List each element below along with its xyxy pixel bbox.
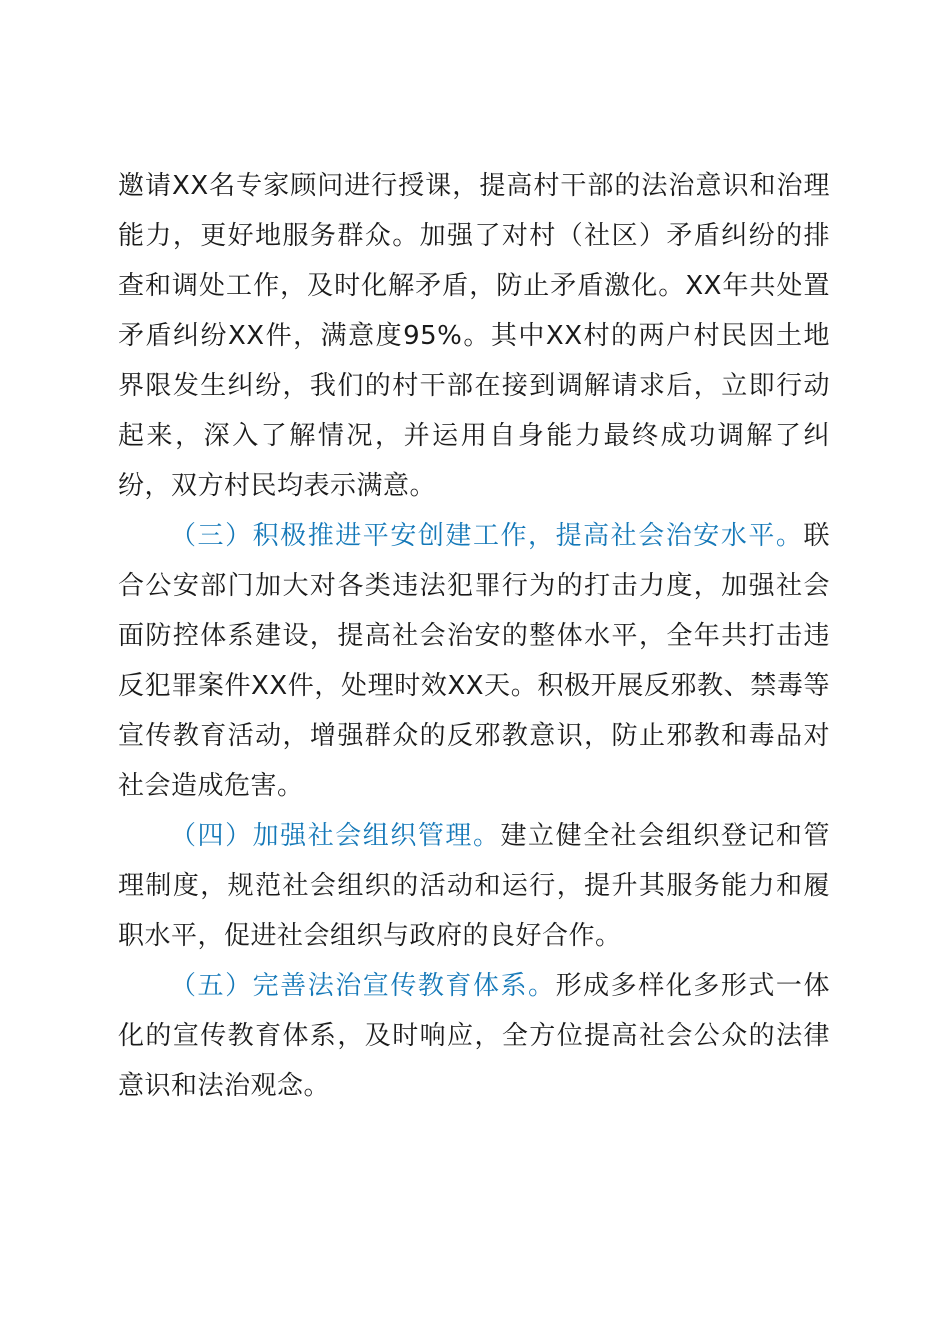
paragraph-section-4: [118, 811, 830, 961]
paragraph-section-5: [118, 961, 830, 1111]
document-body: [118, 161, 830, 1111]
paragraph-text: 邀请XX名专家顾问进行授课，提高村干部的法治意识和治理能力，更好地服务群众。加强了对村（社区）矛盾纠纷的排查和调处工作，及时化解矛盾，防止矛盾激化。XX年共处置矛盾纠纷XX件，满意度95%。其中XX村的两户村民因土地界限发生纠纷，我们的村干部在接到调解请求后，立即行动起来，深入了解情况，并运用自身能力最终成功调解了纠纷，双方村民均表示满意。: [118, 171, 830, 501]
section-heading-4: （四）加强社会组织管理。: [170, 821, 501, 851]
paragraph-section-3: [118, 511, 830, 811]
paragraph-continuation: [118, 161, 830, 511]
paragraph-text: 联合公安部门加大对各类违法犯罪行为的打击力度，加强社会面防控体系建设，提高社会治安的整体水平，全年共打击违反犯罪案件XX件，处理时效XX天。积极开展反邪教、禁毒等宣传教育活动，增强群众的反邪教意识，防止邪教和毒品对社会造成危害。: [118, 521, 830, 801]
section-heading-5: （五）完善法治宣传教育体系。: [170, 971, 556, 1001]
paragraph-text: 形成多样化多形式一体化的宣传教育体系，及时响应，全方位提高社会公众的法律意识和法治观念。: [118, 971, 830, 1101]
paragraph-text: 建立健全社会组织登记和管理制度，规范社会组织的活动和运行，提升其服务能力和履职水平，促进社会组织与政府的良好合作。: [118, 821, 830, 951]
section-heading-3: （三）积极推进平安创建工作，提高社会治安水平。: [170, 521, 804, 551]
